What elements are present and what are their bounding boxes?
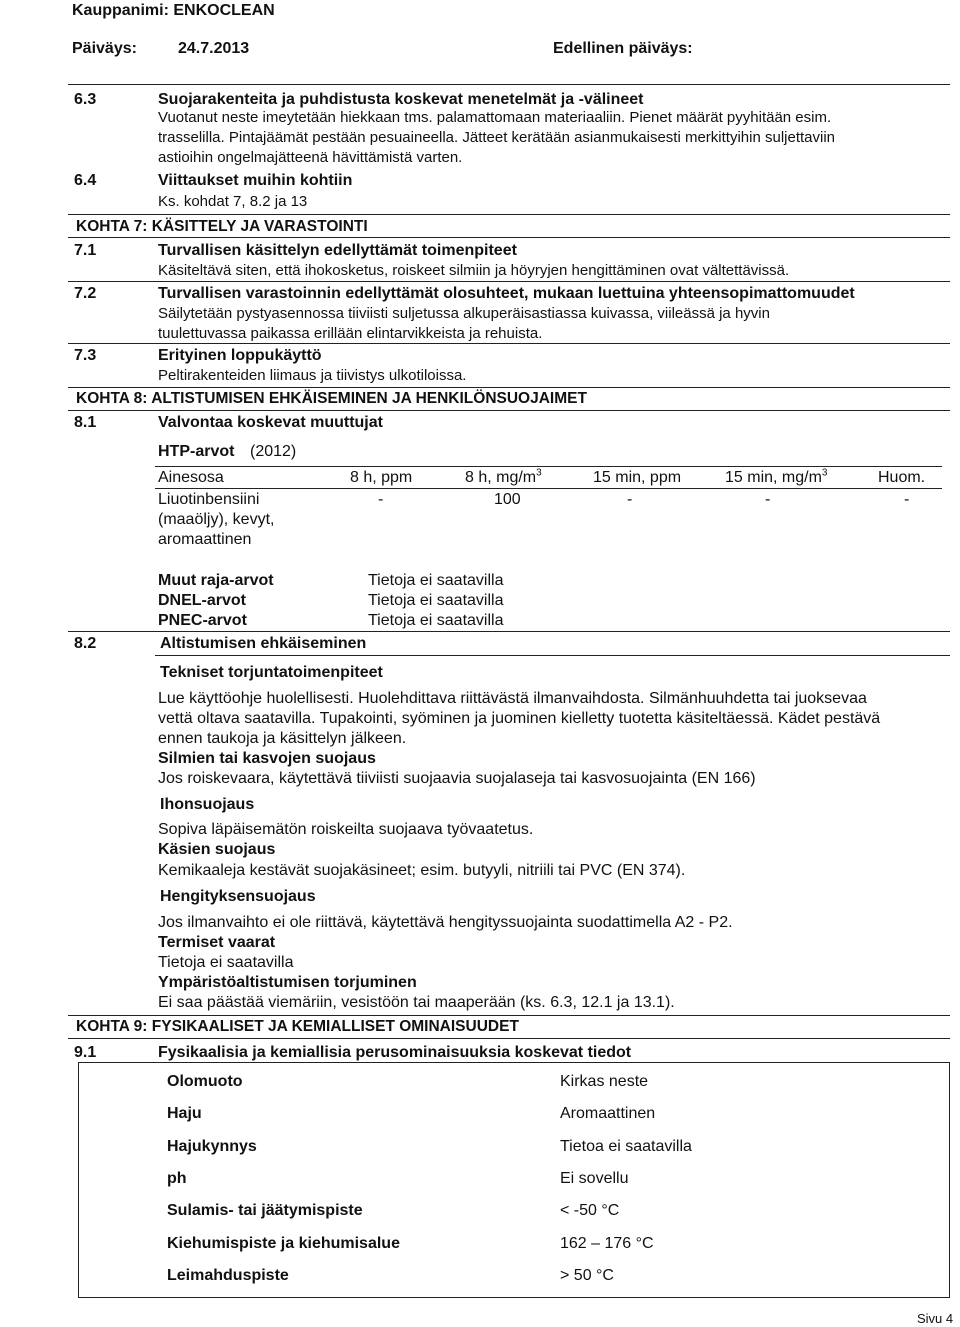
- header-divider: [68, 84, 950, 85]
- limit-label: Muut raja-arvot: [158, 572, 274, 589]
- superscript: 3: [536, 467, 542, 479]
- property-value: Aromaattinen: [560, 1105, 656, 1122]
- table-cell-value: -: [765, 491, 771, 508]
- section-title: Viittaukset muihin kohtiin: [158, 172, 353, 189]
- subheading: Tekniset torjuntatoimenpiteet: [160, 664, 383, 681]
- paragraph-line: Jos ilmanvaihto ei ole riittävä, käytettävä hengityssuojainta suodattimella A2 - P2.: [158, 914, 733, 931]
- property-value: < -50 °C: [560, 1202, 620, 1219]
- header-text: 15 min, mg/m: [725, 469, 822, 486]
- subheading: Silmien tai kasvojen suojaus: [158, 750, 376, 767]
- subheading: Ympäristöaltistumisen torjuminen: [158, 974, 417, 991]
- property-label: Olomuoto: [167, 1073, 243, 1090]
- paragraph-line: vettä oltava saatavilla. Tupakointi, syöminen ja juominen kielletty tuotetta käsiteltäessä. Kädet pestävä: [158, 710, 881, 727]
- header-text: 8 h, mg/m: [465, 469, 537, 486]
- table-cell-name: (maaöljy), kevyt,: [158, 511, 275, 528]
- table-header-8h-ppm: 8 h, ppm: [350, 469, 413, 486]
- section-title: Fysikaalisia ja kemiallisia perusominaisuuksia koskevat tiedot: [158, 1044, 632, 1061]
- property-label: Sulamis- tai jäätymispiste: [167, 1202, 363, 1219]
- htp-year: (2012): [250, 443, 297, 460]
- table-cell-name: aromaattinen: [158, 531, 252, 548]
- paragraph-line: Käsiteltävä siten, että ihokosketus, roiskeet silmiin ja höyryjen hengittäminen ovat vältettävissä.: [158, 262, 790, 279]
- subheading: Termiset vaarat: [158, 934, 276, 951]
- paragraph-line: Säilytetään pystyasennossa tiiviisti suljetussa alkuperäisastiassa kuivassa, viileässä ja hyvin: [158, 305, 770, 322]
- paragraph-line: Ei saa päästää viemäriin, vesistöön tai maaperään (ks. 6.3, 12.1 ja 13.1).: [158, 994, 675, 1011]
- limit-value: Tietoja ei saatavilla: [368, 612, 504, 629]
- section-number: 7.3: [74, 347, 97, 364]
- paragraph-line: Jos roiskevaara, käytettävä tiiviisti suojaavia suojalaseja tai kasvosuojainta (EN 166): [158, 770, 756, 787]
- paragraph-line: Lue käyttöohje huolellisesti. Huolehdittava riittävästä ilmanvaihdosta. Silmänhuuhdetta tai juoksevaa: [158, 690, 867, 707]
- limit-label: DNEL-arvot: [158, 592, 247, 609]
- table-cell-value: 100: [494, 491, 521, 508]
- section-divider: [68, 281, 950, 282]
- paragraph-line: Tietoja ei saatavilla: [158, 954, 294, 971]
- kohta-8-heading: KOHTA 8: ALTISTUMISEN EHKÄISEMINEN JA HENKILÖNSUOJAIMET: [76, 390, 587, 407]
- table-header-15min-ppm: 15 min, ppm: [593, 469, 682, 486]
- properties-box: [78, 1062, 950, 1298]
- section-title: Turvallisen varastoinnin edellyttämät olosuhteet, mukaan luettuina yhteensopimattomuudet: [158, 285, 855, 302]
- property-label: Haju: [167, 1105, 202, 1122]
- table-cell-value: -: [378, 491, 384, 508]
- property-value: Kirkas neste: [560, 1073, 649, 1090]
- paragraph-line: Kemikaaleja kestävät suojakäsineet; esim. butyyli, nitriili tai PVC (EN 374).: [158, 862, 686, 879]
- kohta-7-heading: KOHTA 7: KÄSITTELY JA VARASTOINTI: [76, 218, 368, 235]
- limit-value: Tietoja ei saatavilla: [368, 592, 504, 609]
- property-value: 162 – 176 °C: [560, 1235, 654, 1252]
- section-divider: [68, 410, 950, 411]
- section-title: Turvallisen käsittelyn edellyttämät toimenpiteet: [158, 242, 517, 259]
- section-number: 7.1: [74, 242, 97, 259]
- table-header-15min-mg: [725, 469, 827, 487]
- section-number: 6.4: [74, 172, 97, 189]
- section-number: 6.3: [74, 91, 97, 108]
- subheading: Ihonsuojaus: [160, 796, 255, 813]
- table-cell-value: -: [627, 491, 633, 508]
- trade-name: Kauppanimi: ENKOCLEAN: [72, 2, 275, 19]
- table-header-huom: Huom.: [878, 469, 926, 486]
- section-title: Valvontaa koskevat muuttujat: [158, 414, 383, 431]
- subheading: Hengityksensuojaus: [160, 888, 316, 905]
- section-divider: [68, 237, 950, 238]
- section-divider: [68, 631, 950, 632]
- paragraph-line: Peltirakenteiden liimaus ja tiivistys ulkotiloissa.: [158, 367, 467, 384]
- section-divider: [68, 1015, 950, 1016]
- section-divider: [68, 1038, 950, 1039]
- date-value: 24.7.2013: [178, 40, 250, 57]
- property-value: Ei sovellu: [560, 1170, 629, 1187]
- paragraph-line: astioihin ongelmajätteenä hävittämistä varten.: [158, 149, 463, 166]
- section-title: Erityinen loppukäyttö: [158, 347, 322, 364]
- table-cell-name: Liuotinbensiini: [158, 491, 260, 508]
- section-title: Altistumisen ehkäiseminen: [160, 635, 367, 652]
- limit-value: Tietoja ei saatavilla: [368, 572, 504, 589]
- paragraph-line: ennen taukoja ja käsittelyn jälkeen.: [158, 730, 407, 747]
- table-header-8h-mg: [465, 469, 542, 487]
- previous-date-label: Edellinen päiväys:: [553, 40, 693, 57]
- page-number: Sivu 4: [917, 1311, 954, 1326]
- section-divider: [68, 214, 950, 215]
- section-number: 7.2: [74, 285, 97, 302]
- section-divider: [68, 387, 950, 388]
- date-label: Päiväys:: [72, 40, 137, 57]
- property-label: ph: [167, 1170, 187, 1187]
- paragraph-line: Vuotanut neste imeytetään hiekkaan tms. palamattomaan materiaaliin. Pienet määrät pyyhitään esim.: [158, 109, 832, 126]
- section-number: 9.1: [74, 1044, 97, 1061]
- subheading: Käsien suojaus: [158, 841, 276, 858]
- table-header-rule: [155, 488, 942, 489]
- property-value: > 50 °C: [560, 1267, 614, 1284]
- paragraph-line: tuulettuvassa paikassa erillään elintarvikkeista ja rehuista.: [158, 325, 543, 342]
- section-number: 8.2: [74, 635, 97, 652]
- section-number: 8.1: [74, 414, 97, 431]
- property-label: Leimahduspiste: [167, 1267, 289, 1284]
- paragraph-line: Ks. kohdat 7, 8.2 ja 13: [158, 193, 308, 210]
- property-label: Kiehumispiste ja kiehumisalue: [167, 1235, 400, 1252]
- section-title: Suojarakenteita ja puhdistusta koskevat menetelmät ja -välineet: [158, 91, 644, 108]
- table-cell-value: -: [904, 491, 910, 508]
- section-divider: [68, 343, 950, 344]
- section-divider: [155, 655, 950, 656]
- htp-label: HTP-arvot: [158, 443, 235, 460]
- limit-label: PNEC-arvot: [158, 612, 247, 629]
- kohta-9-heading: KOHTA 9: FYSIKAALISET JA KEMIALLISET OMINAISUUDET: [76, 1018, 519, 1035]
- property-value: Tietoa ei saatavilla: [560, 1138, 692, 1155]
- property-label: Hajukynnys: [167, 1138, 257, 1155]
- paragraph-line: trasselilla. Pintajäämät pestään pesuaineella. Jätteet kerätään asianmukaisesti merkittyihin suljettaviin: [158, 129, 836, 146]
- superscript: 3: [821, 467, 828, 479]
- table-header-ainesosa: Ainesosa: [158, 469, 224, 486]
- paragraph-line: Sopiva läpäisemätön roiskeilta suojaava työvaatetus.: [158, 821, 534, 838]
